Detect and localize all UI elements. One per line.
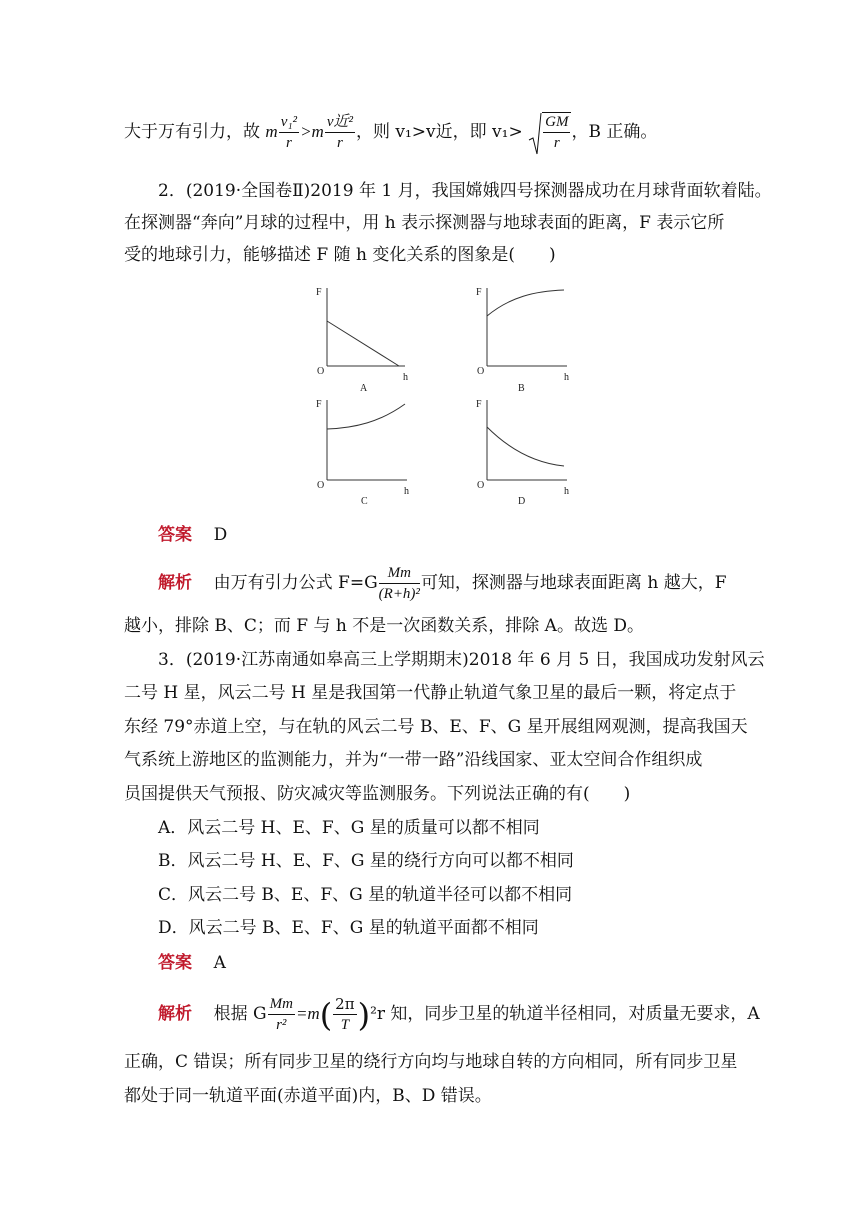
q3-f1-num: Mm (268, 994, 295, 1015)
q2-line-2: 在探测器“奔向”月球的过程中，用 h 表示探测器与地球表面的距离，F 表示它所 (124, 213, 725, 233)
prev-mid: ，则 v₁>v近，即 v₁> (355, 122, 523, 142)
prev-suffix: ，B 正确。 (571, 122, 658, 142)
prev-fraction-1 (279, 112, 299, 153)
graph-d-O: O (477, 480, 485, 491)
right-paren-icon: ) (357, 995, 371, 1034)
prev-explanation-line (124, 112, 657, 153)
left-paren-icon: ( (319, 995, 333, 1034)
prev-fraction-2 (325, 112, 355, 153)
q2-analysis-post: 可知，探测器与地球表面距离 h 越大，F (420, 573, 727, 593)
q3-option-d: D．风云二号 B、E、F、G 星的轨道平面都不相同 (158, 918, 539, 938)
graph-b-O: O (477, 366, 485, 377)
graph-d-label: D (518, 496, 526, 505)
q2-analysis-line-1 (158, 563, 727, 604)
q2-analysis-pre: 由万有引力公式 F=G (213, 573, 378, 593)
prev-prefix: 大于万有引力，故 (124, 122, 260, 142)
prev-m1: m (265, 122, 278, 141)
graph-d-h: h (564, 486, 569, 497)
graph-d-F: F (476, 399, 482, 410)
graph-a-line (327, 321, 399, 366)
q3-line-3: 东经 79°赤道上空，与在轨的风云二号 B、E、F、G 星开展组网观测，提高我国天 (124, 717, 748, 737)
q3-option-a: A．风云二号 H、E、F、G 星的质量可以都不相同 (158, 818, 540, 838)
q2-graphs-ab (310, 283, 590, 393)
q2-answer (158, 523, 227, 547)
q2-answer-label: 答案 (158, 525, 192, 545)
q3-line-4: 气系统上游地区的监测能力，并为“一带一路”沿线国家、亚太空间合作组织成 (124, 750, 703, 770)
q3-analysis-line-3: 都处于同一轨道平面(赤道平面)内，B、D 错误。 (124, 1086, 492, 1106)
q2-line-3: 受的地球引力，能够描述 F 随 h 变化关系的图象是( ) (124, 245, 556, 265)
q2-frac-num: Mm (379, 563, 420, 584)
prev-frac2-num: v近² (325, 112, 355, 133)
graph-a (316, 287, 408, 393)
q3-option-b: B．风云二号 H、E、F、G 星的绕行方向可以都不相同 (158, 851, 574, 871)
q2-graphs-cd (310, 395, 590, 505)
q3-analysis-line-2: 正确，C 错误；所有同步卫星的绕行方向均与地球自转的方向相同，所有同步卫星 (124, 1052, 738, 1072)
q3-fraction-2 (333, 994, 356, 1035)
prev-frac1-num: v₁² (279, 112, 299, 133)
prev-sqrt-den: r (553, 135, 560, 151)
graph-c (316, 399, 409, 505)
q3-f2-den: T (340, 1017, 350, 1033)
graph-c-O: O (317, 480, 325, 491)
graph-b-h: h (564, 372, 569, 383)
graph-a-O: O (317, 366, 325, 377)
q3-answer (158, 951, 226, 975)
q3-option-c: C．风云二号 B、E、F、G 星的轨道半径可以都不相同 (158, 885, 573, 905)
prev-gt: >m (300, 122, 324, 141)
q2-frac-den: (R+h)² (378, 586, 420, 602)
graph-d-curve (487, 427, 564, 466)
q3-line-5: 员国提供天气预报、防灾减灾等监测服务。下列说法正确的有( ) (124, 784, 631, 804)
q3-answer-value: A (213, 953, 226, 973)
q2-analysis-line-2: 越小，排除 B、C；而 F 与 h 不是一次函数关系，排除 A。故选 D。 (124, 616, 644, 636)
q2-analysis-label: 解析 (158, 573, 192, 593)
q2-line-1: 2．(2019·全国卷Ⅱ)2019 年 1 月，我国嫦娥四号探测器成功在月球背面软着陆。 (158, 181, 772, 201)
graph-c-h: h (404, 486, 409, 497)
q2-analysis-fraction (379, 563, 420, 604)
prev-frac1-den: r (285, 135, 292, 151)
q3-f2-num: 2π (335, 995, 355, 1013)
graph-c-curve (327, 404, 405, 429)
q3-f1-den: r² (276, 1017, 287, 1033)
q3-analysis-post: ²r 知，同步卫星的轨道半径相同，对质量无要求，A (370, 1004, 760, 1024)
prev-sqrt (528, 112, 571, 153)
q3-eq: =m (295, 1004, 320, 1023)
graph-b-curve (487, 290, 564, 316)
graph-b-F: F (476, 287, 482, 298)
graph-c-F: F (316, 399, 322, 410)
sqrt-sign-icon (528, 112, 542, 156)
q3-analysis-pre: 根据 G (213, 1004, 267, 1024)
q3-analysis-line-1 (158, 994, 760, 1035)
graph-a-F: F (316, 287, 322, 298)
graph-a-h: h (403, 372, 408, 383)
prev-sqrt-num: GM (543, 112, 570, 133)
q3-line-1: 3．(2019·江苏南通如皋高三上学期期末)2018 年 6 月 5 日，我国成功发射风云 (158, 650, 765, 670)
graph-a-label: A (360, 383, 368, 393)
graph-b-label: B (518, 383, 525, 393)
graph-d (476, 399, 569, 505)
q3-analysis-label: 解析 (158, 1004, 192, 1024)
q3-fraction-1 (268, 994, 295, 1035)
q3-line-2: 二号 H 星，风云二号 H 星是我国第一代静止轨道气象卫星的最后一颗，将定点于 (124, 683, 737, 703)
graph-b (476, 287, 569, 393)
q3-answer-label: 答案 (158, 953, 192, 973)
graph-c-label: C (361, 496, 368, 505)
q2-answer-value: D (213, 525, 228, 545)
prev-frac2-den: r (336, 135, 343, 151)
